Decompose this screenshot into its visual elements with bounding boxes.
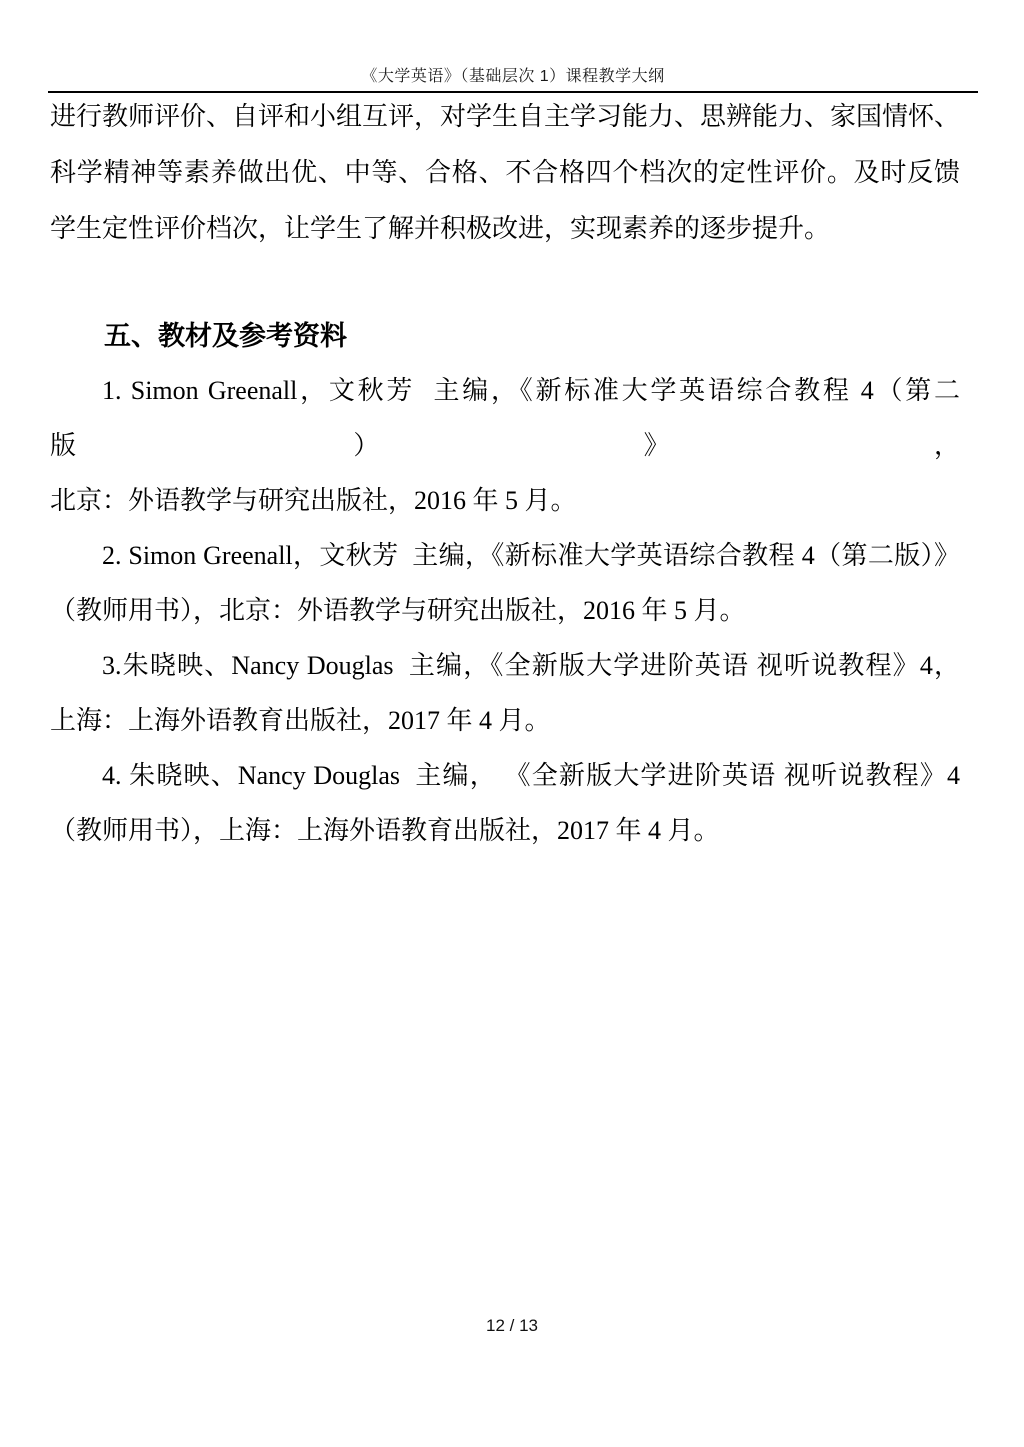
reference-2-line-2: （教师用书），北京：外语教学与研究出版社，2016 年 5 月。 (50, 596, 746, 625)
paragraph-line-2: 科学精神等素养做出优、中等、合格、不合格四个档次的定性评价。及时反馈 (50, 158, 960, 187)
reference-1-line-2: 北京：外语教学与研究出版社，2016 年 5 月。 (50, 486, 577, 515)
body-paragraph (50, 89, 960, 257)
page-body (50, 89, 960, 858)
paragraph-line-3: 学生定性评价档次，让学生了解并积极改进，实现素养的逐步提升。 (50, 214, 831, 243)
page-header (48, 0, 978, 93)
reference-4-line-1: 4. 朱晓映、Nancy Douglas 主编， 《全新版大学进阶英语 视听说教程》4 (102, 761, 960, 790)
paragraph-line-1: 进行教师评价、自评和小组互评，对学生自主学习能力、思辨能力、家国情怀、 (50, 102, 961, 131)
reference-3-line-1: 3.朱晓映、Nancy Douglas 主编，《全新版大学进阶英语 视听说教程》4， (102, 651, 960, 680)
section-heading: 五、教材及参考资料 (104, 321, 347, 351)
reference-3-line-2: 上海：上海外语教育出版社，2017 年 4 月。 (50, 706, 551, 735)
reference-1-line-1: 1. Simon Greenall，文秋芳 主编，《新标准大学英语综合教程 4（第二版）》， (50, 376, 960, 460)
reference-item-3 (50, 638, 960, 748)
header-title: 《大学英语》（基础层次 1）课程教学大纲 (361, 68, 665, 85)
reference-4-line-2: （教师用书），上海：上海外语教育出版社，2017 年 4 月。 (50, 816, 720, 845)
reference-list (50, 363, 960, 858)
page-footer (0, 1316, 1024, 1336)
reference-item-4 (50, 748, 960, 858)
reference-item-2 (50, 528, 960, 638)
reference-2-line-1: 2. Simon Greenall，文秋芳 主编，《新标准大学英语综合教程 4（第二版）》 (102, 541, 960, 570)
page-number: 12 / 13 (486, 1316, 538, 1335)
reference-item-1 (50, 363, 960, 528)
